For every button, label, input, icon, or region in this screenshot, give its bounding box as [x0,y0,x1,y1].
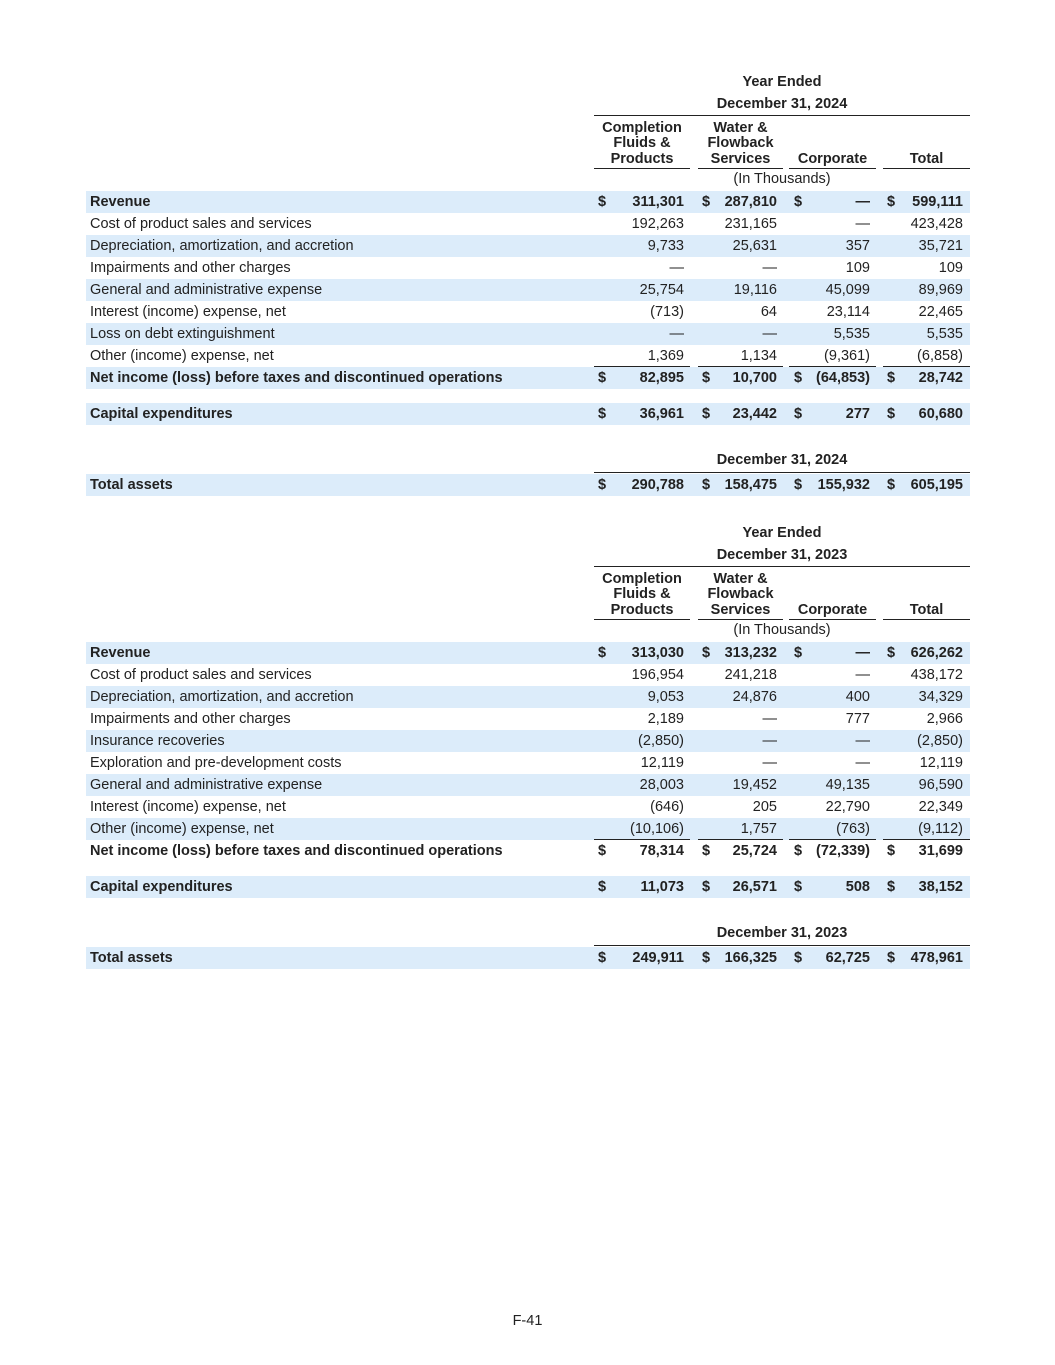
cell-value: 290,788 [631,477,684,493]
row-label: Depreciation, amortization, and accretion [90,238,354,254]
row-label: Revenue [90,194,151,210]
row-label: General and administrative expense [90,282,323,298]
row-label: Loss on debt extinguishment [90,326,275,342]
currency-symbol: $ [702,370,711,386]
column-header-rule [883,168,970,169]
cell-value: 62,725 [825,950,870,966]
net-income-row [86,367,970,389]
cell-value: — [762,260,777,276]
cell-value: (72,339) [815,843,870,859]
column-header-rule [698,619,783,620]
cell-value: 287,810 [724,194,777,210]
cell-value: 192,263 [631,216,684,232]
line-item-row [86,257,970,279]
cell-value: 22,465 [918,304,963,320]
subtotal-underline [698,839,783,840]
header-rule [594,115,970,116]
cell-value: 158,475 [724,477,777,493]
column-header: Water & Flowback Services [707,570,774,618]
cell-value: (713) [650,304,684,320]
cell-value: 35,721 [918,238,963,254]
cell-value: 25,631 [732,238,777,254]
cell-value: 155,932 [817,477,870,493]
cell-value: — [855,755,870,771]
subtotal-underline [594,839,690,840]
column-header-rule [594,619,690,620]
line-item-row [86,774,970,796]
currency-symbol: $ [887,370,896,386]
cell-value: 11,073 [640,879,684,895]
line-item-row [86,664,970,686]
currency-symbol: $ [887,645,896,661]
cell-value: 313,030 [631,645,684,661]
currency-symbol: $ [702,879,711,895]
cell-value: 60,680 [918,406,963,422]
subtotal-underline [698,366,783,367]
line-item-row [86,730,970,752]
row-label: General and administrative expense [90,777,323,793]
row-label: Total assets [90,950,173,966]
cell-value: 5,535 [833,326,870,342]
column-header: Water & Flowback Services [707,119,774,167]
currency-symbol: $ [887,879,896,895]
cell-value: (9,112) [918,821,963,837]
subtotal-underline [883,839,970,840]
units-label: (In Thousands) [733,622,831,638]
column-header-rule [594,168,690,169]
cell-value: 82,895 [639,370,684,386]
row-label: Impairments and other charges [90,260,291,276]
row-label: Net income (loss) before taxes and discontinued operations [90,370,503,386]
row-label: Depreciation, amortization, and accretion [90,689,354,705]
cell-value: 36,961 [639,406,684,422]
column-header: Completion Fluids & Products [602,570,682,618]
currency-symbol: $ [887,843,896,859]
cell-value: 166,325 [724,950,777,966]
row-label: Revenue [90,645,151,661]
cell-value: 5,535 [926,326,963,342]
currency-symbol: $ [887,477,896,493]
cell-value: (64,853) [815,370,870,386]
line-item-row [86,279,970,301]
assets-date-header: December 31, 2023 [716,925,848,941]
header-year-ended: Year Ended [742,74,822,90]
cell-value: 19,116 [733,282,777,298]
cell-value: 423,428 [910,216,963,232]
column-header: Corporate [797,601,868,618]
cell-value: 9,053 [647,689,684,705]
cell-value: 438,172 [910,667,963,683]
cell-value: 777 [845,711,870,727]
currency-symbol: $ [794,879,803,895]
header-year-ended: Year Ended [742,525,822,541]
line-item-row [86,345,970,367]
capex-row [86,403,970,425]
capex-row [86,876,970,898]
cell-value: 89,969 [918,282,963,298]
cell-value: 2,189 [647,711,684,727]
row-label: Net income (loss) before taxes and discontinued operations [90,843,503,859]
row-label: Cost of product sales and services [90,216,312,232]
line-item-row [86,818,970,840]
cell-value: 2,966 [926,711,963,727]
currency-symbol: $ [598,477,607,493]
cell-value: 12,119 [640,755,684,771]
row-label: Total assets [90,477,173,493]
page-number: F-41 [512,1313,543,1329]
cell-value: — [855,194,870,210]
cell-value: (6,858) [917,348,963,364]
row-label: Impairments and other charges [90,711,291,727]
line-item-row [86,796,970,818]
cell-value: 23,442 [732,406,777,422]
cell-value: 64 [760,304,777,320]
currency-symbol: $ [598,843,607,859]
column-header-rule [883,619,970,620]
cell-value: 31,699 [918,843,963,859]
cell-value: 96,590 [918,777,963,793]
currency-symbol: $ [794,406,803,422]
currency-symbol: $ [598,406,607,422]
cell-value: 400 [845,689,870,705]
line-item-row [86,301,970,323]
cell-value: — [762,711,777,727]
cell-value: 78,314 [639,843,684,859]
row-label: Other (income) expense, net [90,348,274,364]
line-item-row [86,708,970,730]
line-item-row [86,752,970,774]
cell-value: 38,152 [918,879,963,895]
cell-value: 109 [938,260,963,276]
currency-symbol: $ [794,950,803,966]
cell-value: (10,106) [629,821,684,837]
cell-value: (2,850) [917,733,963,749]
cell-value: 24,876 [732,689,777,705]
cell-value: 311,301 [632,194,684,210]
cell-value: 12,119 [919,755,963,771]
subtotal-underline [789,839,876,840]
line-item-row [86,323,970,345]
units-label: (In Thousands) [733,171,831,187]
row-label: Interest (income) expense, net [90,799,286,815]
cell-value: — [669,260,684,276]
cell-value: — [762,755,777,771]
column-header-rule [789,168,876,169]
line-item-row [86,686,970,708]
currency-symbol: $ [794,194,803,210]
header-rule [594,566,970,567]
currency-symbol: $ [702,843,711,859]
cell-value: 25,754 [639,282,684,298]
currency-symbol: $ [702,406,711,422]
cell-value: 26,571 [732,879,777,895]
subtotal-underline [594,366,690,367]
row-label: Insurance recoveries [90,733,225,749]
revenue-row [86,191,970,213]
column-header: Completion Fluids & Products [602,119,682,167]
column-header: Corporate [797,150,868,167]
currency-symbol: $ [794,370,803,386]
cell-value: (763) [836,821,870,837]
header-period-date: December 31, 2023 [716,547,848,563]
currency-symbol: $ [794,645,803,661]
currency-symbol: $ [598,950,607,966]
total-assets-row [86,947,970,969]
cell-value: 49,135 [825,777,870,793]
cell-value: 28,742 [918,370,963,386]
currency-symbol: $ [702,645,711,661]
cell-value: 626,262 [910,645,963,661]
cell-value: 34,329 [918,689,963,705]
currency-symbol: $ [887,950,896,966]
cell-value: 605,195 [910,477,963,493]
cell-value: 22,349 [918,799,963,815]
currency-symbol: $ [887,406,896,422]
cell-value: 599,111 [912,194,963,210]
currency-symbol: $ [887,194,896,210]
currency-symbol: $ [598,645,607,661]
cell-value: 231,165 [724,216,777,232]
cell-value: 1,369 [647,348,684,364]
cell-value: 205 [752,799,777,815]
total-assets-row [86,474,970,496]
column-header-rule [698,168,783,169]
line-item-row [86,235,970,257]
cell-value: 25,724 [732,843,777,859]
cell-value: — [855,667,870,683]
cell-value: 508 [845,879,870,895]
column-header-rule [789,619,876,620]
subtotal-underline [883,366,970,367]
cell-value: 241,218 [724,667,777,683]
cell-value: — [762,733,777,749]
cell-value: 196,954 [631,667,684,683]
cell-value: 45,099 [825,282,870,298]
row-label: Exploration and pre-development costs [90,755,342,771]
cell-value: — [762,326,777,342]
net-income-row [86,840,970,862]
cell-value: 478,961 [910,950,963,966]
subtotal-underline [789,366,876,367]
cell-value: 249,911 [632,950,684,966]
cell-value: 9,733 [647,238,684,254]
cell-value: 23,114 [826,304,870,320]
cell-value: 109 [845,260,870,276]
currency-symbol: $ [794,477,803,493]
currency-symbol: $ [702,194,711,210]
cell-value: 313,232 [724,645,777,661]
cell-value: 10,700 [732,370,777,386]
cell-value: (646) [650,799,684,815]
cell-value: (2,850) [638,733,684,749]
cell-value: 19,452 [732,777,777,793]
cell-value: 1,134 [740,348,777,364]
header-period-date: December 31, 2024 [716,96,848,112]
cell-value: 1,757 [740,821,777,837]
cell-value: 277 [845,406,870,422]
row-label: Capital expenditures [90,879,233,895]
currency-symbol: $ [598,370,607,386]
column-header: Total [909,601,944,618]
row-label: Cost of product sales and services [90,667,312,683]
cell-value: — [855,733,870,749]
line-item-row [86,213,970,235]
cell-value: 357 [845,238,870,254]
cell-value: 28,003 [639,777,684,793]
cell-value: — [855,645,870,661]
row-label: Capital expenditures [90,406,233,422]
assets-header-rule [594,945,970,946]
column-header: Total [909,150,944,167]
row-label: Other (income) expense, net [90,821,274,837]
cell-value: 22,790 [825,799,870,815]
cell-value: — [855,216,870,232]
cell-value: (9,361) [824,348,870,364]
revenue-row [86,642,970,664]
currency-symbol: $ [598,879,607,895]
currency-symbol: $ [702,950,711,966]
currency-symbol: $ [702,477,711,493]
currency-symbol: $ [794,843,803,859]
cell-value: — [669,326,684,342]
currency-symbol: $ [598,194,607,210]
row-label: Interest (income) expense, net [90,304,286,320]
assets-header-rule [594,472,970,473]
assets-date-header: December 31, 2024 [716,452,848,468]
